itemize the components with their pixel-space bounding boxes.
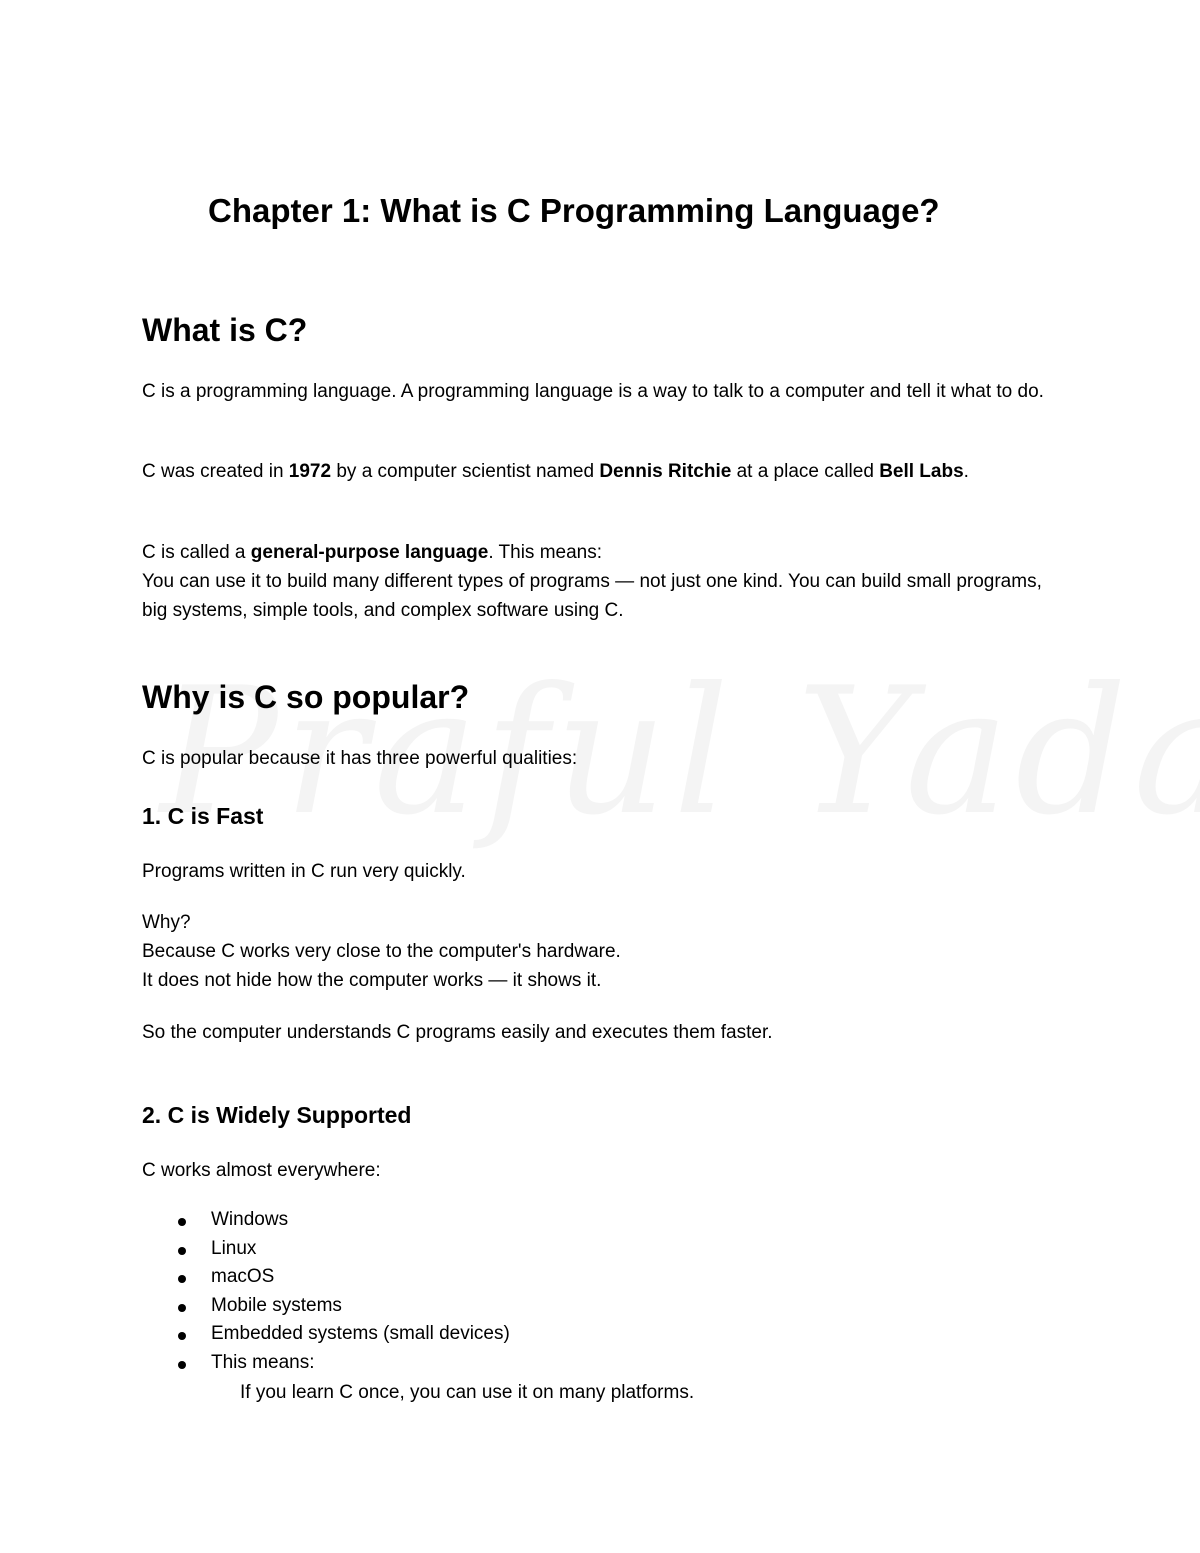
paragraph-definition: C is a programming language. A programming language is a way to talk to a computer and tell it what to do. bbox=[142, 381, 1044, 402]
paragraph-popular-intro: C is popular because it has three powerful qualities: bbox=[142, 748, 578, 769]
platform-list bbox=[142, 1206, 510, 1378]
paragraph-general-purpose bbox=[142, 538, 1062, 625]
history-text-3: at a place called bbox=[731, 461, 880, 482]
bullet-icon bbox=[178, 1247, 186, 1255]
list-item: Embedded systems (small devices) bbox=[142, 1320, 510, 1349]
list-item: This means: bbox=[142, 1349, 510, 1378]
gp-text-1: C is called a bbox=[142, 542, 251, 563]
heading-what-is-c: What is C? bbox=[142, 312, 308, 348]
list-item: Windows bbox=[142, 1206, 510, 1235]
bullet-icon bbox=[178, 1304, 186, 1312]
history-text-1: C was created in bbox=[142, 461, 289, 482]
gp-explanation: You can use it to build many different types of programs — not just one kind. You can build small programs, big systems, simple tools, and complex software using C. bbox=[142, 571, 1042, 621]
paragraph-history bbox=[142, 457, 1062, 486]
list-item: macOS bbox=[142, 1263, 510, 1292]
history-creator: Dennis Ritchie bbox=[599, 461, 732, 482]
bullet-icon bbox=[178, 1332, 186, 1340]
bullet-icon bbox=[178, 1218, 186, 1226]
history-text-4: . bbox=[963, 461, 969, 482]
heading-c-is-fast: 1. C is Fast bbox=[142, 803, 264, 829]
platform-note: If you learn C once, you can use it on many platforms. bbox=[240, 1382, 695, 1403]
paragraph-executes-faster: So the computer understands C programs easily and executes them faster. bbox=[142, 1022, 773, 1043]
history-place: Bell Labs bbox=[879, 461, 964, 482]
paragraph-works-everywhere: C works almost everywhere: bbox=[142, 1160, 381, 1181]
history-year: 1972 bbox=[288, 461, 332, 482]
paragraph-why bbox=[142, 908, 1062, 995]
history-text-2: by a computer scientist named bbox=[331, 461, 600, 482]
bullet-icon bbox=[178, 1275, 186, 1283]
why-line-1: Because C works very close to the computer's hardware. bbox=[142, 941, 621, 962]
why-line-2: It does not hide how the computer works — it shows it. bbox=[142, 970, 602, 991]
list-item: Mobile systems bbox=[142, 1292, 510, 1321]
gp-term: general-purpose language bbox=[250, 542, 489, 563]
bullet-icon bbox=[178, 1361, 186, 1369]
why-label: Why? bbox=[142, 912, 191, 933]
heading-why-popular: Why is C so popular? bbox=[142, 679, 470, 715]
gp-text-2: . This means: bbox=[488, 542, 603, 563]
chapter-title: Chapter 1: What is C Programming Language? bbox=[208, 192, 940, 229]
heading-widely-supported: 2. C is Widely Supported bbox=[142, 1102, 412, 1128]
list-item: Linux bbox=[142, 1235, 510, 1264]
paragraph-fast: Programs written in C run very quickly. bbox=[142, 861, 466, 882]
